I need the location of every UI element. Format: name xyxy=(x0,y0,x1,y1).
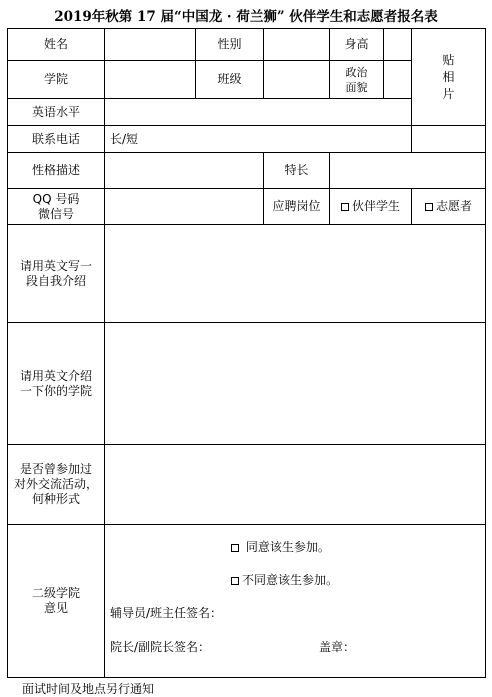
row-contact-position xyxy=(8,189,486,225)
field-height[interactable] xyxy=(384,29,412,61)
registration-form-table xyxy=(7,28,486,678)
row-college-intro xyxy=(8,323,486,445)
form-title: 2019年秋第 17 届“中国龙 · 荷兰狮” 伙伴学生和志愿者报名表 xyxy=(54,9,438,25)
disagree-label: 不同意该生参加。 xyxy=(242,573,339,587)
activity-label-1: 是否曾参加过 xyxy=(19,462,92,476)
label-class: 班级 xyxy=(196,61,264,99)
field-college[interactable] xyxy=(105,61,196,99)
self-intro-label-1: 请用英文写一 xyxy=(19,258,92,273)
field-college-intro[interactable] xyxy=(105,323,486,445)
label-english-level: 英语水平 xyxy=(8,99,105,126)
checkbox-icon[interactable] xyxy=(231,577,239,585)
opinion-label-2: 意见 xyxy=(43,601,68,615)
label-name: 姓名 xyxy=(8,29,105,61)
college-intro-label-2: 一下你的学院 xyxy=(19,383,92,398)
option-volunteer[interactable] xyxy=(412,189,486,225)
label-self-intro xyxy=(8,225,105,323)
label-gender: 性别 xyxy=(196,29,264,61)
agree-label: 同意该生参加。 xyxy=(245,540,330,554)
opinion-label-1: 二级学院 xyxy=(31,586,80,600)
label-college: 学院 xyxy=(8,61,105,99)
label-college-intro xyxy=(8,323,105,445)
photo-area xyxy=(412,29,486,126)
label-specialty: 特长 xyxy=(264,153,330,189)
field-gender[interactable] xyxy=(264,29,330,61)
seal-field[interactable]: 盖章： xyxy=(319,640,356,654)
label-politics xyxy=(330,61,384,99)
photo-label-1: 贴 xyxy=(442,52,455,67)
disagree-option[interactable] xyxy=(231,573,338,588)
field-self-intro[interactable] xyxy=(105,225,486,323)
field-qq-wechat[interactable] xyxy=(105,189,264,225)
checkbox-icon[interactable] xyxy=(231,544,239,552)
politics-label-2: 面貌 xyxy=(345,80,368,94)
field-phone[interactable]: 长/短 xyxy=(105,126,412,153)
label-position: 应聘岗位 xyxy=(264,189,330,225)
activity-label-2: 对外交流活动， xyxy=(13,477,98,491)
checkbox-icon[interactable] xyxy=(341,203,349,211)
option-volunteer-label: 志愿者 xyxy=(435,199,472,213)
label-phone: 联系电话 xyxy=(8,126,105,153)
field-opinion xyxy=(105,525,486,678)
label-qq-wechat xyxy=(8,189,105,225)
field-specialty[interactable] xyxy=(330,153,486,189)
college-intro-label-1: 请用英文介绍 xyxy=(19,368,92,383)
checkbox-icon[interactable] xyxy=(425,203,433,211)
agree-option[interactable] xyxy=(231,540,330,555)
row-name xyxy=(8,29,486,61)
activity-label-3: 何种形式 xyxy=(31,492,80,506)
politics-label-1: 政治 xyxy=(345,65,368,79)
photo-label-3: 片 xyxy=(442,86,455,101)
footer-note: 面试时间及地点另行通知 xyxy=(22,682,155,696)
counselor-signature[interactable]: 辅导员/班主任签名： xyxy=(110,606,223,620)
self-intro-label-2: 段自我介绍 xyxy=(25,273,86,288)
field-class[interactable] xyxy=(264,61,330,99)
dean-signature[interactable]: 院长/副院长签名： xyxy=(110,640,211,654)
wechat-label: 微信号 xyxy=(37,206,74,221)
label-personality: 性格描述 xyxy=(8,153,105,189)
option-partner-student[interactable] xyxy=(330,189,412,225)
label-height: 身高 xyxy=(330,29,384,61)
label-opinion xyxy=(8,525,105,678)
field-politics[interactable] xyxy=(384,61,412,99)
option-partner-label: 伙伴学生 xyxy=(351,199,400,213)
label-activity xyxy=(8,445,105,525)
field-english-level[interactable] xyxy=(105,99,412,126)
field-name[interactable] xyxy=(105,29,196,61)
photo-label-2: 相 xyxy=(442,69,455,84)
qq-label: QQ 号码 xyxy=(32,191,80,206)
row-self-intro xyxy=(8,225,486,323)
row-personality xyxy=(8,153,486,189)
row-phone xyxy=(8,126,486,153)
row-activity xyxy=(8,445,486,525)
field-activity[interactable] xyxy=(105,445,486,525)
row-opinion xyxy=(8,525,486,678)
field-personality[interactable] xyxy=(105,153,264,189)
photo-below-empty xyxy=(412,126,486,153)
